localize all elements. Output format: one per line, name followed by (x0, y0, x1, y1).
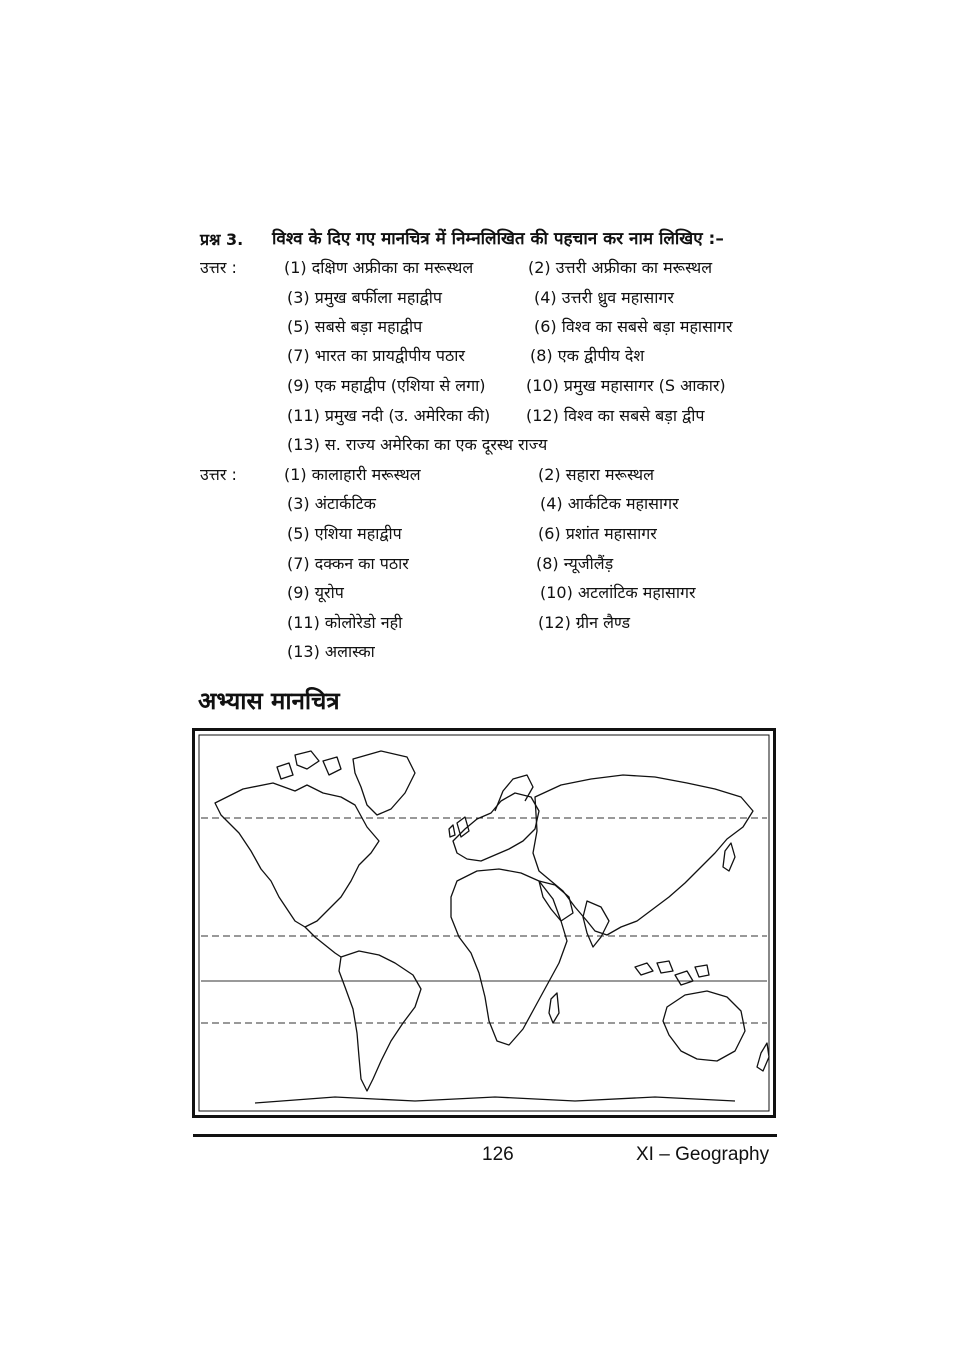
section-title: अभ्यास मानचित्र (198, 687, 340, 715)
madagascar-outline (549, 993, 559, 1023)
answer-item-2: (2) सहारा मरूस्थल (538, 465, 654, 484)
answer-item-6: (6) प्रशांत महासागर (538, 524, 657, 543)
prompt-item-13: (13) स. राज्य अमेरिका का एक दूरस्थ राज्य (287, 435, 548, 454)
india-outline (583, 901, 609, 947)
answer-item-3: (3) अंटार्कटिक (287, 494, 376, 513)
answer-item-8: (8) न्यूजीलैंड़ (536, 554, 614, 573)
europe-outline (453, 793, 539, 861)
prompt-item-3: (3) प्रमुख बर्फीला महाद्वीप (287, 288, 442, 307)
south-america-outline (339, 951, 421, 1091)
question-text: विश्व के दिए गए मानचित्र में निम्नलिखित की पहचान कर नाम लिखिए :– (272, 229, 724, 249)
british-isles-outline (449, 817, 469, 837)
prompt-item-10: (10) प्रमुख महासागर (S आकार) (526, 376, 726, 395)
prompt-label: उत्तर : (200, 258, 237, 277)
central-america-outline (305, 927, 341, 957)
answer-item-9: (9) यूरोप (287, 583, 344, 602)
japan-outline (723, 843, 735, 871)
australia-outline (663, 991, 745, 1061)
prompt-item-1: (1) दक्षिण अफ्रीका का मरूस्थल (284, 258, 474, 277)
question-label: प्रश्न 3. (200, 230, 244, 249)
prompt-item-8: (8) एक द्वीपीय देश (530, 346, 645, 365)
prompt-item-9: (9) एक महाद्वीप (एशिया से लगा) (287, 376, 486, 395)
prompt-item-12: (12) विश्व का सबसे बड़ा द्वीप (526, 406, 705, 425)
antarctica-outline (255, 1097, 735, 1103)
answer-label: उत्तर : (200, 465, 237, 484)
asia-outline (533, 775, 753, 935)
prompt-item-6: (6) विश्व का सबसे बड़ा महासागर (534, 317, 733, 336)
answer-item-10: (10) अटलांटिक महासागर (540, 583, 696, 602)
prompt-item-2: (2) उत्तरी अफ्रीका का मरूस्थल (528, 258, 713, 277)
answer-item-4: (4) आर्कटिक महासागर (540, 494, 679, 513)
answer-item-11: (11) कोलोरेडो नही (287, 613, 403, 632)
prompt-item-7: (7) भारत का प्रायद्वीपीय पठार (287, 346, 465, 365)
greenland-outline (353, 751, 415, 815)
answer-item-1: (1) कालाहारी मरूस्थल (284, 465, 421, 484)
africa-outline (451, 869, 567, 1045)
page-number: 126 (482, 1144, 514, 1165)
new-zealand-outline (757, 1043, 769, 1071)
world-outline-map (192, 728, 776, 1118)
book-title: XI – Geography (636, 1144, 770, 1165)
arctic-islands-outline (277, 751, 341, 779)
answer-item-13: (13) अलास्का (287, 642, 375, 661)
footer-rule (193, 1134, 777, 1137)
answer-item-7: (7) दक्कन का पठार (287, 554, 409, 573)
prompt-item-5: (5) सबसे बड़ा महाद्वीप (287, 317, 423, 336)
north-america-outline (215, 783, 379, 927)
answer-item-12: (12) ग्रीन लैण्ड (538, 613, 631, 632)
prompt-item-11: (11) प्रमुख नदी (उ. अमेरिका की) (287, 406, 491, 425)
answer-item-5: (5) एशिया महाद्वीप (287, 524, 402, 543)
prompt-item-4: (4) उत्तरी ध्रुव महासागर (534, 288, 674, 307)
